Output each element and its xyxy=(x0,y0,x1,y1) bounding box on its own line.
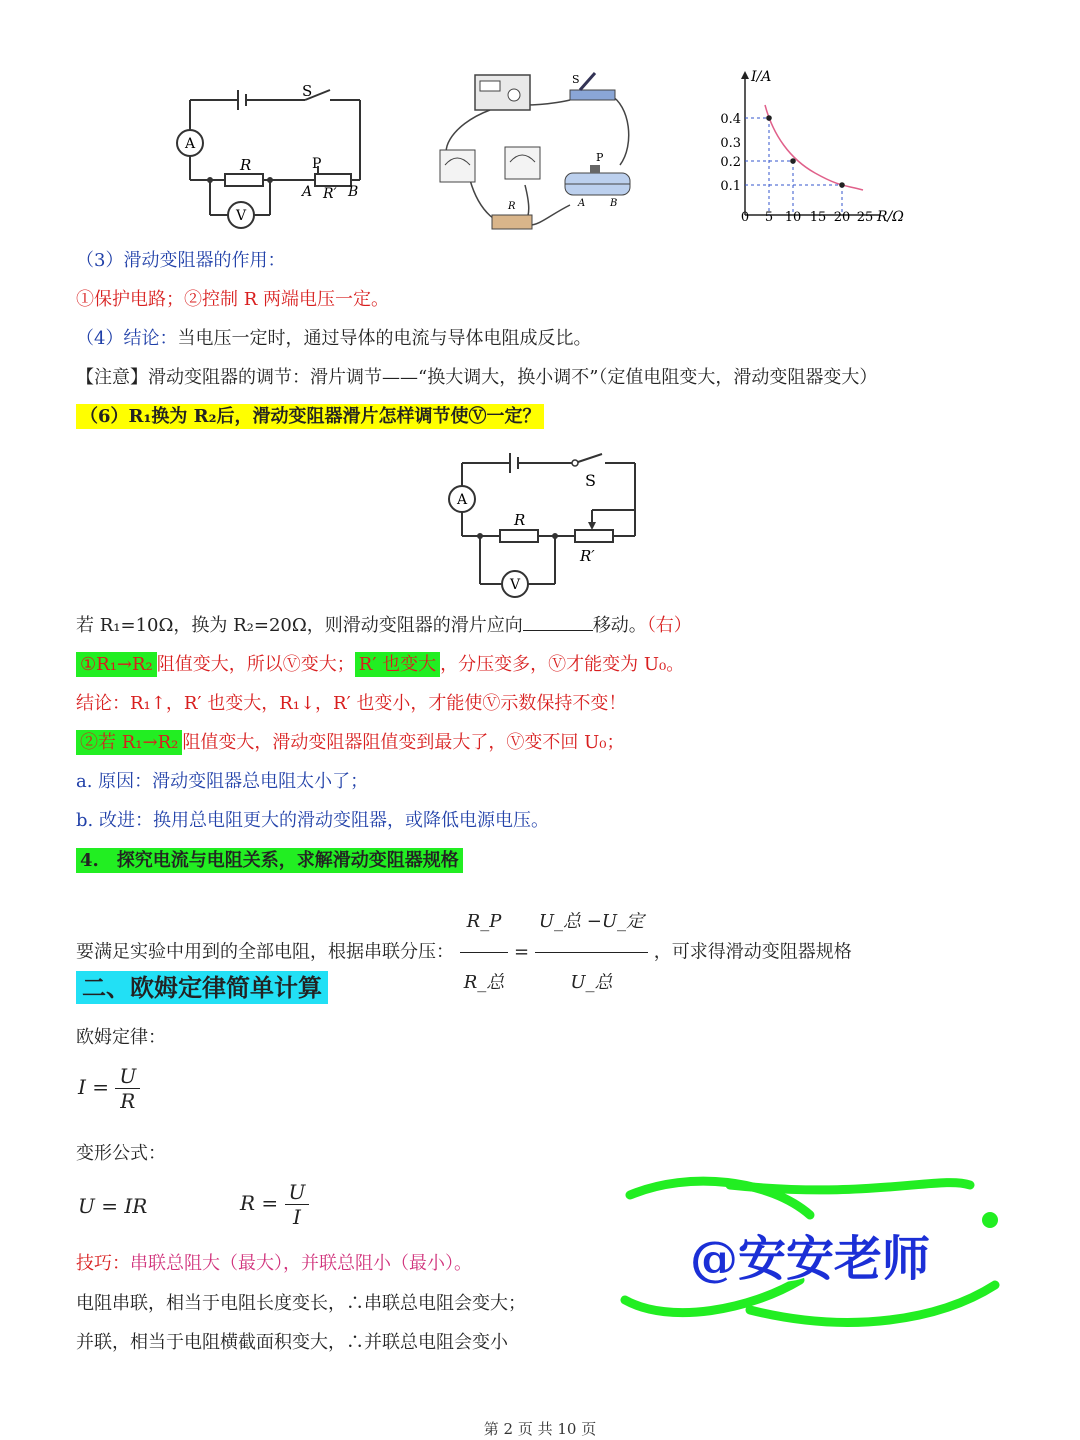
voltmeter-label: V xyxy=(235,208,247,224)
transform-label: 变形公式： xyxy=(76,1143,166,1164)
formula-u-ir: U = IR xyxy=(78,1194,148,1218)
part-2-title-wrap xyxy=(76,970,328,1006)
resistor-label: R xyxy=(240,156,252,174)
watermark-logo xyxy=(610,1160,1010,1340)
analysis-line-2 xyxy=(76,690,626,718)
frac1-den: R_总 xyxy=(463,972,505,993)
section3-heading: （3）滑动变阻器的作用： xyxy=(76,250,286,271)
fraction-u xyxy=(535,892,648,1013)
r-lhs: R = xyxy=(240,1191,279,1215)
example-post: 移动。 xyxy=(592,615,647,636)
ohm-num: U xyxy=(115,1064,140,1089)
circuit-diagram-2 xyxy=(440,448,650,598)
formula-line: 要满足实验中用到的全部电阻，根据串联分压： $\frac{R\_P}{\text{R\_总}}$ = $\frac{\text{U\_总 −U\_定}}{\text{U\_总}}$ ，可求得滑动变阻器规格 xyxy=(76,892,852,1013)
switch-label: S xyxy=(302,82,313,100)
example-pre: 若 R₁=10Ω，换为 R₂=20Ω，则滑动变阻器的滑片应向 xyxy=(76,615,523,636)
example-answer: （右） xyxy=(646,615,692,636)
r-den: I xyxy=(293,1205,301,1229)
formula-pre: 要满足实验中用到的全部电阻，根据串联分压： xyxy=(76,941,454,963)
conclusion-text: R₁↑，R′ 也变大，R₁↓，R′ 也变小，才能使Ⓥ示数保持不变！ xyxy=(130,693,627,714)
conclusion-label: 结论： xyxy=(76,693,130,714)
end-a-label: A xyxy=(302,184,313,200)
analysis-l3-text: 阻值变大，滑动变阻器阻值变到最大了，Ⓥ变不回 U₀； xyxy=(182,732,625,753)
formula-post: ，可求得滑动变阻器规格 xyxy=(653,941,852,963)
ohm-den: R xyxy=(120,1089,136,1113)
reason-line: a. 原因：滑动变阻器总电阻太小了； xyxy=(76,771,369,792)
circuit-diagram-1 xyxy=(170,80,370,230)
y-tick-1: 0.3 xyxy=(720,136,741,151)
photo-resistor-label: R xyxy=(508,201,516,212)
section-4-title: 4. 探究电流与电阻关系，求解滑动变阻器规格 xyxy=(76,848,463,873)
page-footer: 第 2 页 共 10 页 xyxy=(483,1420,597,1438)
frac2-den: U_总 xyxy=(570,972,613,993)
slider-label: P xyxy=(312,156,322,172)
ohm-label: 欧姆定律： xyxy=(76,1027,166,1048)
section4-line xyxy=(76,325,591,353)
section4-label: （4）结论： xyxy=(76,328,178,349)
section-4-title-line xyxy=(76,847,463,875)
c2-switch-label: S xyxy=(585,471,596,490)
series-line: 电阻串联，相当于电阻长度变长，∴串联总电阻会变大； xyxy=(76,1293,526,1314)
c2-rheostat-label: R′ xyxy=(580,547,595,565)
x-tick-5: 25 xyxy=(856,210,874,225)
c2-ammeter-label: A xyxy=(456,492,468,508)
frac2-num: U_总 −U_定 xyxy=(535,892,648,953)
photo-end-a: A xyxy=(578,198,586,209)
apparatus-illustration xyxy=(430,65,650,240)
ohm-formula xyxy=(78,1064,140,1113)
x-tick-4: 20 xyxy=(833,210,851,225)
answer-blank xyxy=(523,612,593,631)
section3-text: ①保护电路；②控制 R 两端电压一定。 xyxy=(76,289,389,310)
current-resistance-graph xyxy=(715,65,915,230)
example-line xyxy=(76,612,692,640)
analysis-line-3 xyxy=(76,729,624,757)
x-tick-0: 0 xyxy=(740,210,750,225)
x-axis-label: R/Ω xyxy=(877,209,904,225)
x-tick-2: 10 xyxy=(784,210,802,225)
ohm-lhs: I = xyxy=(78,1075,110,1099)
analysis-hl-3: ②若 R₁→R₂ xyxy=(76,730,182,755)
y-tick-3: 0.1 xyxy=(720,179,741,194)
y-axis-label: I/A xyxy=(751,69,772,85)
x-tick-3: 15 xyxy=(809,210,827,225)
ohm-fraction xyxy=(115,1064,140,1113)
fraction-rp xyxy=(460,892,509,1013)
end-b-label: B xyxy=(348,184,359,200)
watermark-text: @安安老师 xyxy=(689,1231,931,1287)
r-num: U xyxy=(285,1180,310,1205)
question-6 xyxy=(76,403,544,431)
part-2-title: 二、欧姆定律简单计算 xyxy=(76,971,328,1004)
tips-label: 技巧： xyxy=(76,1253,130,1274)
frac1-num: R_P xyxy=(460,892,509,953)
ammeter-label: A xyxy=(184,136,196,152)
formula-r-ui xyxy=(240,1180,309,1229)
section4-text: 当电压一定时，通过导体的电流与导体电阻成反比。 xyxy=(177,328,592,349)
analysis-end: ，分压变多，Ⓥ才能变为 U₀。 xyxy=(440,654,685,675)
r-fraction xyxy=(285,1180,310,1229)
c2-voltmeter-label: V xyxy=(509,577,521,593)
c2-resistor-label: R xyxy=(514,511,526,529)
y-tick-0: 0.4 xyxy=(720,112,741,127)
rheostat-label: R′ xyxy=(323,186,337,202)
analysis-hl-1: ①R₁→R₂ xyxy=(76,652,157,677)
tips-text: 串联总阻大（最大），并联总阻小（最小）。 xyxy=(130,1253,472,1274)
tips-line xyxy=(76,1250,472,1278)
parallel-line: 并联，相当于电阻横截面积变大，∴并联总电阻会变小 xyxy=(76,1332,508,1353)
question-6-text: （6）R₁换为 R₂后，滑动变阻器滑片怎样调节使Ⓥ一定？ xyxy=(76,404,544,429)
analysis-hl-2: R′ 也变大 xyxy=(355,652,440,677)
improve-line: b. 改进：换用总电阻更大的滑动变阻器，或降低电源电压。 xyxy=(76,810,549,831)
photo-slider-label: P xyxy=(596,151,604,164)
note-line: 【注意】滑动变阻器的调节：滑片调节——“换大调大，换小调不”（定值电阻变大，滑动变阻器变大） xyxy=(76,367,878,388)
x-tick-1: 5 xyxy=(764,210,774,225)
analysis-line-1 xyxy=(76,651,684,679)
y-tick-2: 0.2 xyxy=(720,155,741,170)
photo-switch-label: S xyxy=(572,73,580,86)
analysis-mid: 阻值变大，所以Ⓥ变大； xyxy=(156,654,355,675)
photo-end-b: B xyxy=(610,198,618,209)
